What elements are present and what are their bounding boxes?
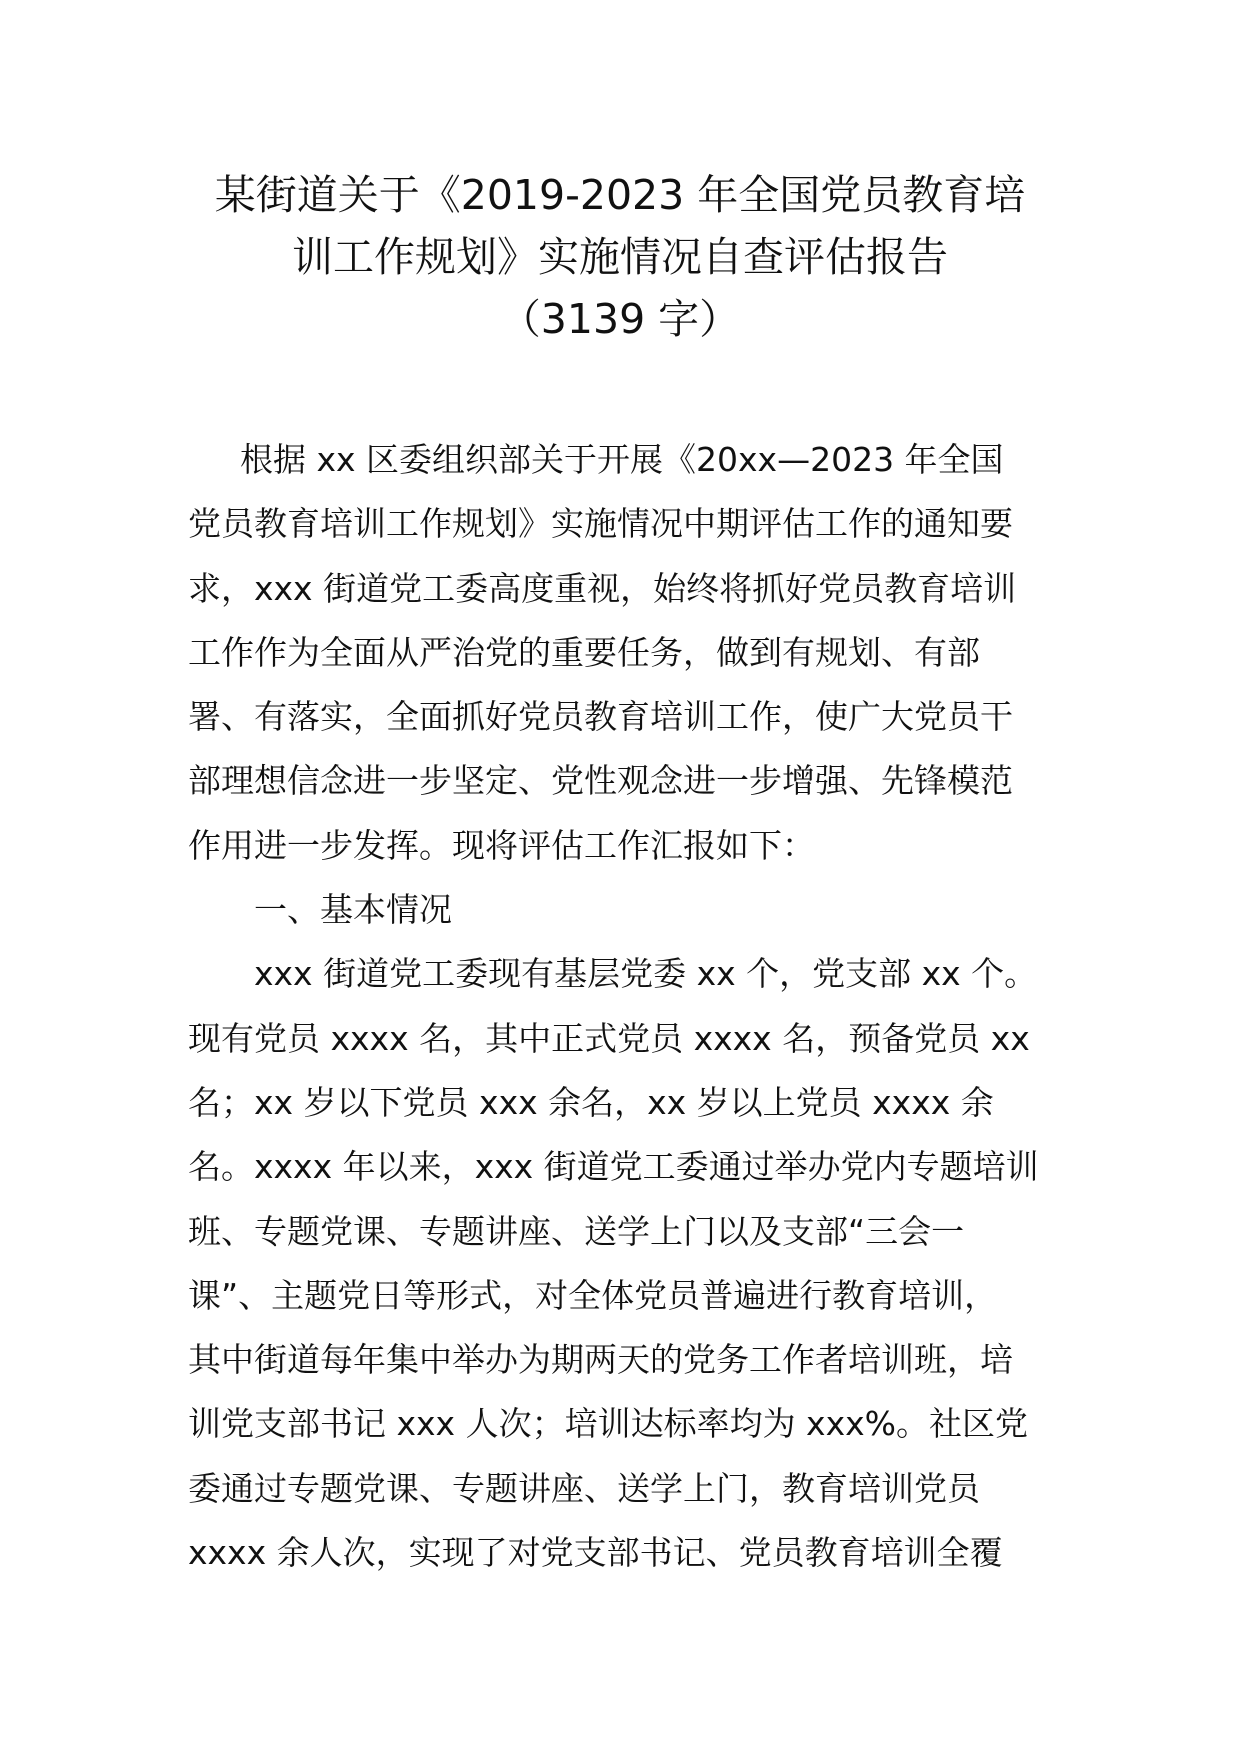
paragraph-line: 课”、主题党日等形式，对全体党员普遍进行教育培训， <box>188 1275 998 1315</box>
paragraph-line: 求，xxx 街道党工委高度重视，始终将抓好党员教育培训 <box>188 568 1017 608</box>
title-line-2: 训工作规划》实施情况自查评估报告 <box>292 233 948 281</box>
document-title <box>150 164 1090 350</box>
title-word-count: （3139 字） <box>499 295 741 343</box>
section-heading: 一、基本情况 <box>254 890 452 930</box>
paragraph-line: 部理想信念进一步坚定、党性观念进一步增强、先锋模范 <box>188 761 1013 801</box>
paragraph-line: 训党支部书记 xxx 人次；培训达标率均为 xxx%。社区党 <box>188 1404 1029 1444</box>
paragraph-line: 根据 xx 区委组织部关于开展《20xx—2023 年全国 <box>240 440 1004 479</box>
title-line-1: 某街道关于《2019-2023 年全国党员教育培 <box>214 171 1026 219</box>
paragraph-line: 现有党员 xxxx 名，其中正式党员 xxxx 名，预备党员 xx <box>188 1018 1030 1058</box>
paragraph-line: 党员教育培训工作规划》实施情况中期评估工作的通知要 <box>188 504 1013 544</box>
paragraph-line: xxxx 余人次，实现了对党支部书记、党员教育培训全覆 <box>188 1533 1003 1573</box>
paragraph-line: 名。xxxx 年以来，xxx 街道党工委通过举办党内专题培训 <box>188 1147 1039 1187</box>
paragraph-line: xxx 街道党工委现有基层党委 xx 个，党支部 xx 个。 <box>254 954 1038 994</box>
paragraph-line: 班、专题党课、专题讲座、送学上门以及支部“三会一 <box>188 1211 965 1251</box>
paragraph-line: 其中街道每年集中举办为期两天的党务工作者培训班，培 <box>188 1340 1013 1380</box>
paragraph-line: 委通过专题党课、专题讲座、送学上门，教育培训党员 <box>188 1468 980 1508</box>
paragraph-line: 作用进一步发挥。现将评估工作汇报如下： <box>188 825 815 865</box>
document-body <box>188 428 1056 1585</box>
paragraph-line: 工作作为全面从严治党的重要任务，做到有规划、有部 <box>188 632 980 672</box>
paragraph-line: 名；xx 岁以下党员 xxx 余名，xx 岁以上党员 xxxx 余 <box>188 1082 994 1122</box>
paragraph-line: 署、有落实，全面抓好党员教育培训工作，使广大党员干 <box>188 697 1013 737</box>
